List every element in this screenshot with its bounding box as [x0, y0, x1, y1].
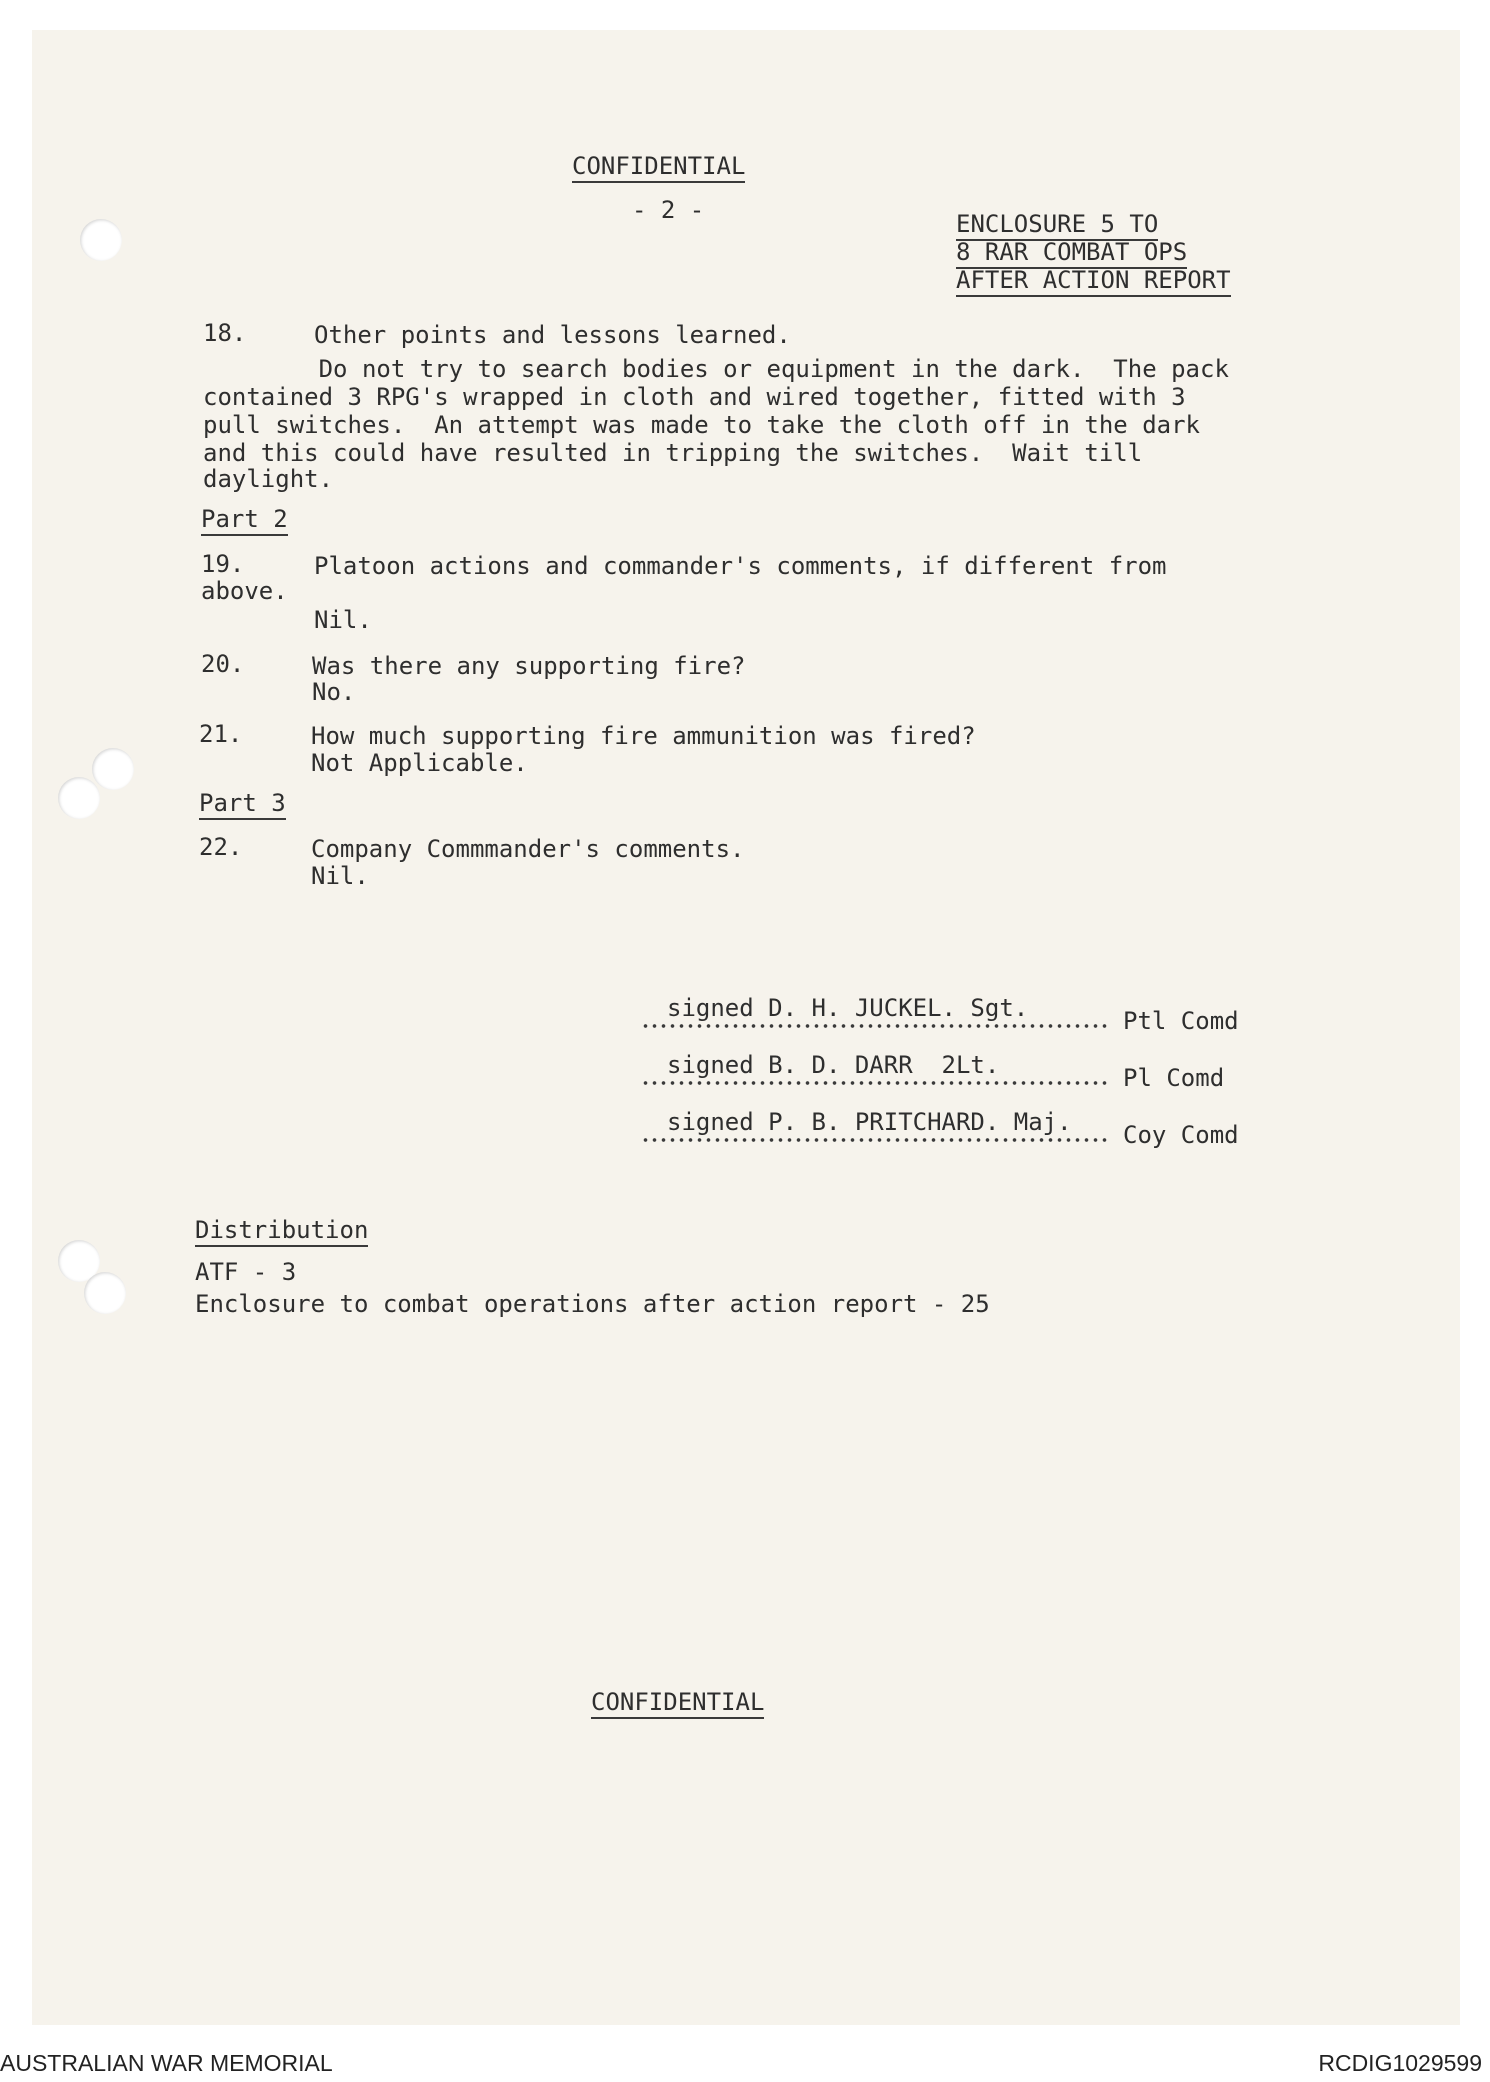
item-20-question: Was there any supporting fire?: [312, 652, 746, 680]
item-19-question-cont: above.: [201, 577, 288, 605]
punch-hole: [58, 777, 100, 819]
enclosure-line-3: AFTER ACTION REPORT: [956, 266, 1231, 297]
classification-footer: CONFIDENTIAL: [591, 1688, 764, 1719]
item-18-body-line: contained 3 RPG's wrapped in cloth and wired together, fitted with 3: [203, 383, 1186, 411]
punch-hole: [84, 1272, 126, 1314]
item-22-question: Company Commmander's comments.: [311, 835, 745, 863]
distribution-heading: Distribution: [195, 1216, 368, 1247]
signature-dotted-line: [641, 1022, 1109, 1030]
item-18-number: 18.: [203, 319, 247, 347]
item-22-answer: Nil.: [311, 862, 369, 890]
signature-name: signed D. H. JUCKEL. Sgt.: [667, 994, 1029, 1022]
part-2-heading: Part 2: [201, 505, 288, 536]
item-20-number: 20.: [201, 650, 245, 678]
signature-role: Ptl Comd: [1123, 1007, 1239, 1035]
item-19-answer: Nil.: [314, 606, 372, 634]
item-21-answer: Not Applicable.: [311, 749, 528, 777]
enclosure-line-1: ENCLOSURE 5 TO: [956, 210, 1158, 241]
enclosure-line-2: 8 RAR COMBAT OPS: [956, 238, 1187, 269]
page-number: - 2 -: [632, 196, 705, 224]
signature-role: Coy Comd: [1123, 1121, 1239, 1149]
item-21-question: How much supporting fire ammunition was fired?: [311, 722, 976, 750]
distribution-line: ATF - 3: [195, 1258, 297, 1286]
item-18-body-line: daylight.: [203, 465, 334, 493]
signature-dotted-line: [641, 1079, 1109, 1087]
signature-name: signed B. D. DARR 2Lt.: [667, 1051, 1000, 1079]
item-18-body-line: Do not try to search bodies or equipment in the dark. The pack: [203, 355, 1229, 383]
signature-name: signed P. B. PRITCHARD. Maj.: [667, 1108, 1072, 1136]
archive-reference: RCDIG1029599: [1318, 2050, 1482, 2076]
punch-hole: [92, 748, 134, 790]
item-18-body-line: pull switches. An attempt was made to take the cloth off in the dark: [203, 411, 1200, 439]
punch-hole: [80, 219, 122, 261]
signature-dotted-line: [641, 1136, 1109, 1144]
classification-header: CONFIDENTIAL: [572, 152, 745, 183]
item-18-body-line: and this could have resulted in tripping the switches. Wait till: [203, 439, 1143, 467]
part-3-heading: Part 3: [199, 789, 286, 820]
archive-credit: AUSTRALIAN WAR MEMORIAL: [0, 2050, 333, 2076]
item-18-title: Other points and lessons learned.: [314, 321, 791, 349]
item-22-number: 22.: [199, 833, 243, 861]
item-21-number: 21.: [199, 720, 243, 748]
item-20-answer: No.: [312, 678, 356, 706]
item-19-question: Platoon actions and commander's comments, if different from: [314, 552, 1167, 580]
item-19-number: 19.: [201, 550, 245, 578]
distribution-line: Enclosure to combat operations after action report - 25: [195, 1290, 990, 1318]
signature-role: Pl Comd: [1123, 1064, 1225, 1092]
